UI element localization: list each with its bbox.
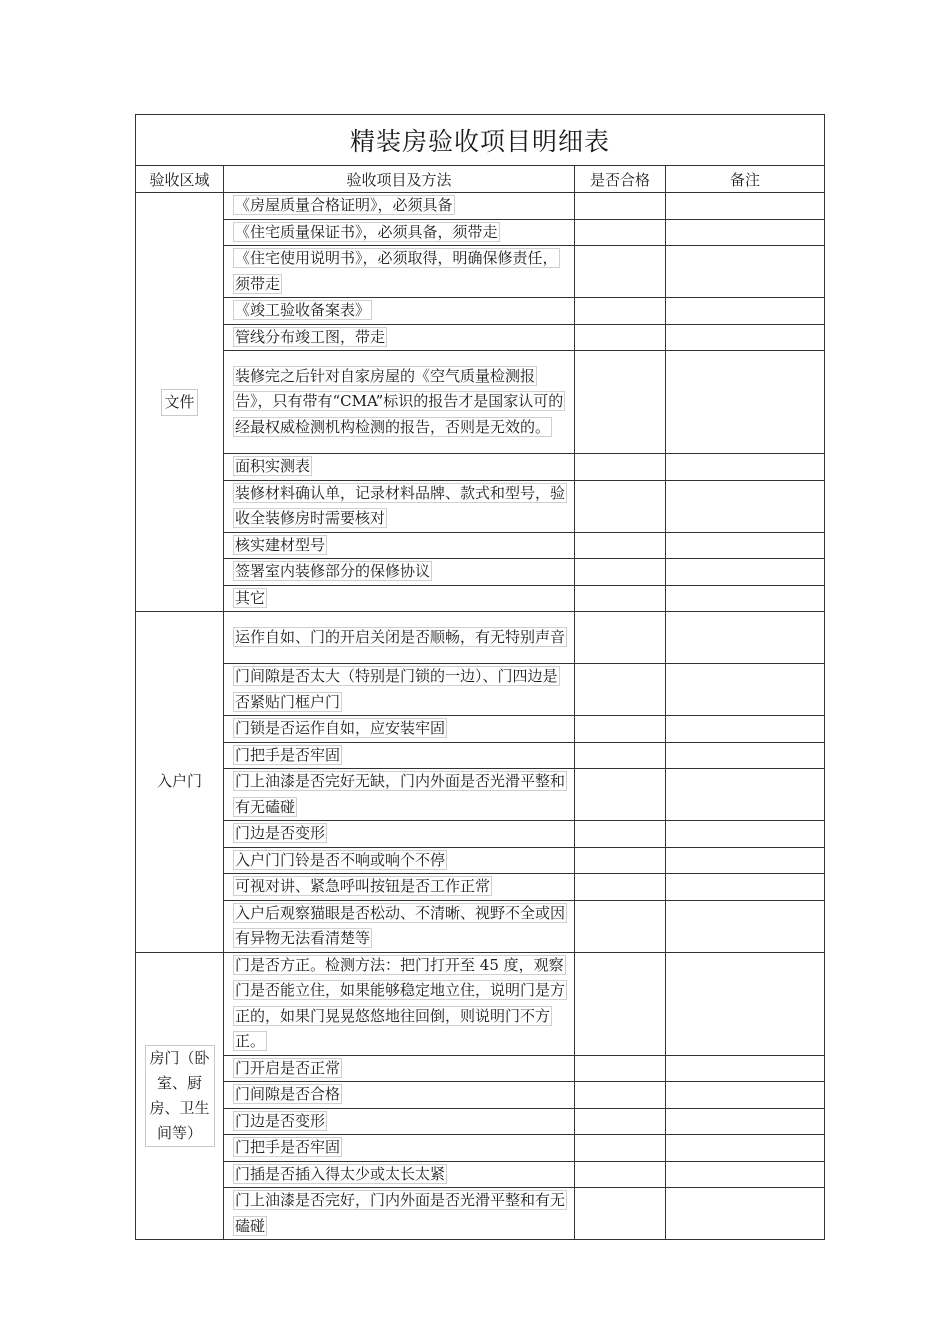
item-cell [224,664,575,716]
table-row [136,821,825,848]
area-cell [136,952,224,1240]
qualified-cell[interactable] [575,480,666,532]
item-cell [224,1188,575,1240]
note-cell[interactable] [666,769,825,821]
item-text: 门插是否插入得太少或太长太紧 [235,1164,446,1183]
item-text: 门把手是否牢固 [235,1138,341,1156]
item-cell [224,219,575,246]
qualified-cell[interactable] [575,1082,666,1109]
qualified-cell[interactable] [575,1188,666,1240]
header-area: 验收区域 [136,166,224,193]
item-cell [224,1108,575,1135]
item-text: 入户后观察猫眼是否松动、不清晰、视野不全或因有异物无法看清楚等 [235,903,566,947]
item-text: 可视对讲、紧急呼叫按钮是否工作正常 [235,877,491,895]
note-cell[interactable] [666,298,825,325]
area-label: 文件 [161,389,197,416]
area-cell [136,193,224,612]
item-cell [224,585,575,612]
table-row [136,874,825,901]
item-text: 《住宅使用说明书》，必须取得，明确保修责任，须带走 [235,249,558,293]
note-cell[interactable] [666,716,825,743]
item-text: 其它 [235,588,266,607]
table-row [136,298,825,325]
item-cell [224,193,575,220]
table-row [136,219,825,246]
item-cell [224,847,575,874]
qualified-cell[interactable] [575,246,666,298]
item-text: 门上油漆是否完好无缺，门内外面是否光滑平整和有无磕碰 [235,772,566,816]
qualified-cell[interactable] [575,664,666,716]
table-row [136,952,825,1055]
table-row [136,847,825,874]
item-cell [224,532,575,559]
qualified-cell[interactable] [575,1161,666,1188]
qualified-cell[interactable] [575,952,666,1055]
item-cell [224,351,575,454]
table-row [136,559,825,586]
item-cell [224,900,575,952]
qualified-cell[interactable] [575,532,666,559]
item-text: 门是否方正。检测方法：把门打开至 45 度，观察门是否能立住，如果能够稳定地立住，说明门是方正的，如果门晃晃悠悠地往回倒，则说明门不方正。 [235,955,566,1050]
item-text: 门开启是否正常 [235,1058,341,1077]
note-cell[interactable] [666,900,825,952]
item-cell [224,324,575,351]
item-text: 装修完之后针对自家房屋的《空气质量检测报告》，只有带有“CMA”标识的报告才是国家认可的经最权威检测机构检测的报告，否则是无效的。 [235,366,564,436]
note-cell[interactable] [666,1108,825,1135]
table-row [136,454,825,481]
item-text: 运作自如、门的开启关闭是否顺畅，有无特别声音 [235,627,566,646]
item-cell [224,480,575,532]
qualified-cell[interactable] [575,324,666,351]
area-cell [136,612,224,953]
table-row [136,1082,825,1109]
table-row [136,1108,825,1135]
item-text: 入户门门铃是否不响或响个不停 [235,850,446,869]
note-cell[interactable] [666,1188,825,1240]
note-cell[interactable] [666,821,825,848]
note-cell[interactable] [666,847,825,874]
note-cell[interactable] [666,612,825,664]
qualified-cell[interactable] [575,1108,666,1135]
item-cell [224,559,575,586]
note-cell[interactable] [666,324,825,351]
item-text: 《住宅质量保证书》，必须具备，须带走 [235,222,498,241]
item-cell [224,742,575,769]
table-row [136,612,825,664]
item-text: 门边是否变形 [235,824,326,842]
qualified-cell[interactable] [575,769,666,821]
note-cell[interactable] [666,1055,825,1082]
item-text: 门锁是否运作自如，应安装牢固 [235,719,446,737]
table-row [136,324,825,351]
table-row [136,1135,825,1162]
table-row [136,351,825,454]
qualified-cell[interactable] [575,351,666,454]
qualified-cell[interactable] [575,454,666,481]
header-qualified: 是否合格 [575,166,666,193]
qualified-cell[interactable] [575,585,666,612]
qualified-cell[interactable] [575,193,666,220]
note-cell[interactable] [666,193,825,220]
table-row [136,742,825,769]
inspection-table [135,114,825,1240]
qualified-cell[interactable] [575,559,666,586]
note-cell[interactable] [666,559,825,586]
item-cell [224,298,575,325]
item-cell [224,1082,575,1109]
qualified-cell[interactable] [575,1135,666,1162]
note-cell[interactable] [666,1135,825,1162]
qualified-cell[interactable] [575,219,666,246]
item-cell [224,716,575,743]
item-text: 门边是否变形 [235,1111,326,1130]
qualified-cell[interactable] [575,742,666,769]
note-cell[interactable] [666,664,825,716]
table-row [136,246,825,298]
item-text: 签署室内装修部分的保修协议 [235,562,431,580]
area-label: 入户门 [156,772,202,791]
item-text: 《竣工验收备案表》 [235,301,371,319]
item-text: 门间隙是否太大（特别是门锁的一边）、门四边是否紧贴门框户门 [235,667,558,711]
item-text: 核实建材型号 [235,535,326,554]
note-cell[interactable] [666,480,825,532]
item-cell [224,874,575,901]
qualified-cell[interactable] [575,716,666,743]
table-row [136,1055,825,1082]
qualified-cell[interactable] [575,847,666,874]
item-cell [224,952,575,1055]
qualified-cell[interactable] [575,1055,666,1082]
table-row [136,664,825,716]
table-row [136,1161,825,1188]
item-cell [224,454,575,481]
note-cell[interactable] [666,874,825,901]
table-title: 精装房验收项目明细表 [136,115,825,166]
item-text: 装修材料确认单，记录材料品牌、款式和型号，验收全装修房时需要核对 [235,483,566,527]
item-text: 门上油漆是否完好，门内外面是否光滑平整和有无磕碰 [235,1191,566,1235]
note-cell[interactable] [666,1161,825,1188]
note-cell[interactable] [666,454,825,481]
table-row [136,900,825,952]
item-cell [224,1135,575,1162]
note-cell[interactable] [666,1082,825,1109]
table-row [136,480,825,532]
item-cell [224,1161,575,1188]
header-note: 备注 [666,166,825,193]
item-text: 门把手是否牢固 [235,745,341,764]
note-cell[interactable] [666,952,825,1055]
item-text: 面积实测表 [235,457,311,475]
qualified-cell[interactable] [575,874,666,901]
qualified-cell[interactable] [575,900,666,952]
qualified-cell[interactable] [575,612,666,664]
note-cell[interactable] [666,246,825,298]
note-cell[interactable] [666,742,825,769]
item-cell [224,1055,575,1082]
item-text: 《房屋质量合格证明》，必须具备 [235,196,453,214]
header-row [136,166,825,193]
table-row [136,1188,825,1240]
item-cell [224,246,575,298]
table-row [136,193,825,220]
table-row [136,585,825,612]
note-cell[interactable] [666,219,825,246]
item-cell [224,612,575,664]
header-item: 验收项目及方法 [224,166,575,193]
note-cell[interactable] [666,585,825,612]
table-row [136,769,825,821]
item-text: 门间隙是否合格 [235,1085,341,1103]
qualified-cell[interactable] [575,298,666,325]
item-cell [224,821,575,848]
item-cell [224,769,575,821]
inspection-sheet [135,114,824,1240]
qualified-cell[interactable] [575,821,666,848]
item-text: 管线分布竣工图，带走 [235,327,386,346]
note-cell[interactable] [666,351,825,454]
table-row [136,716,825,743]
area-label: 房门（卧室、厨房、卫生间等） [145,1045,215,1147]
note-cell[interactable] [666,532,825,559]
table-row [136,532,825,559]
